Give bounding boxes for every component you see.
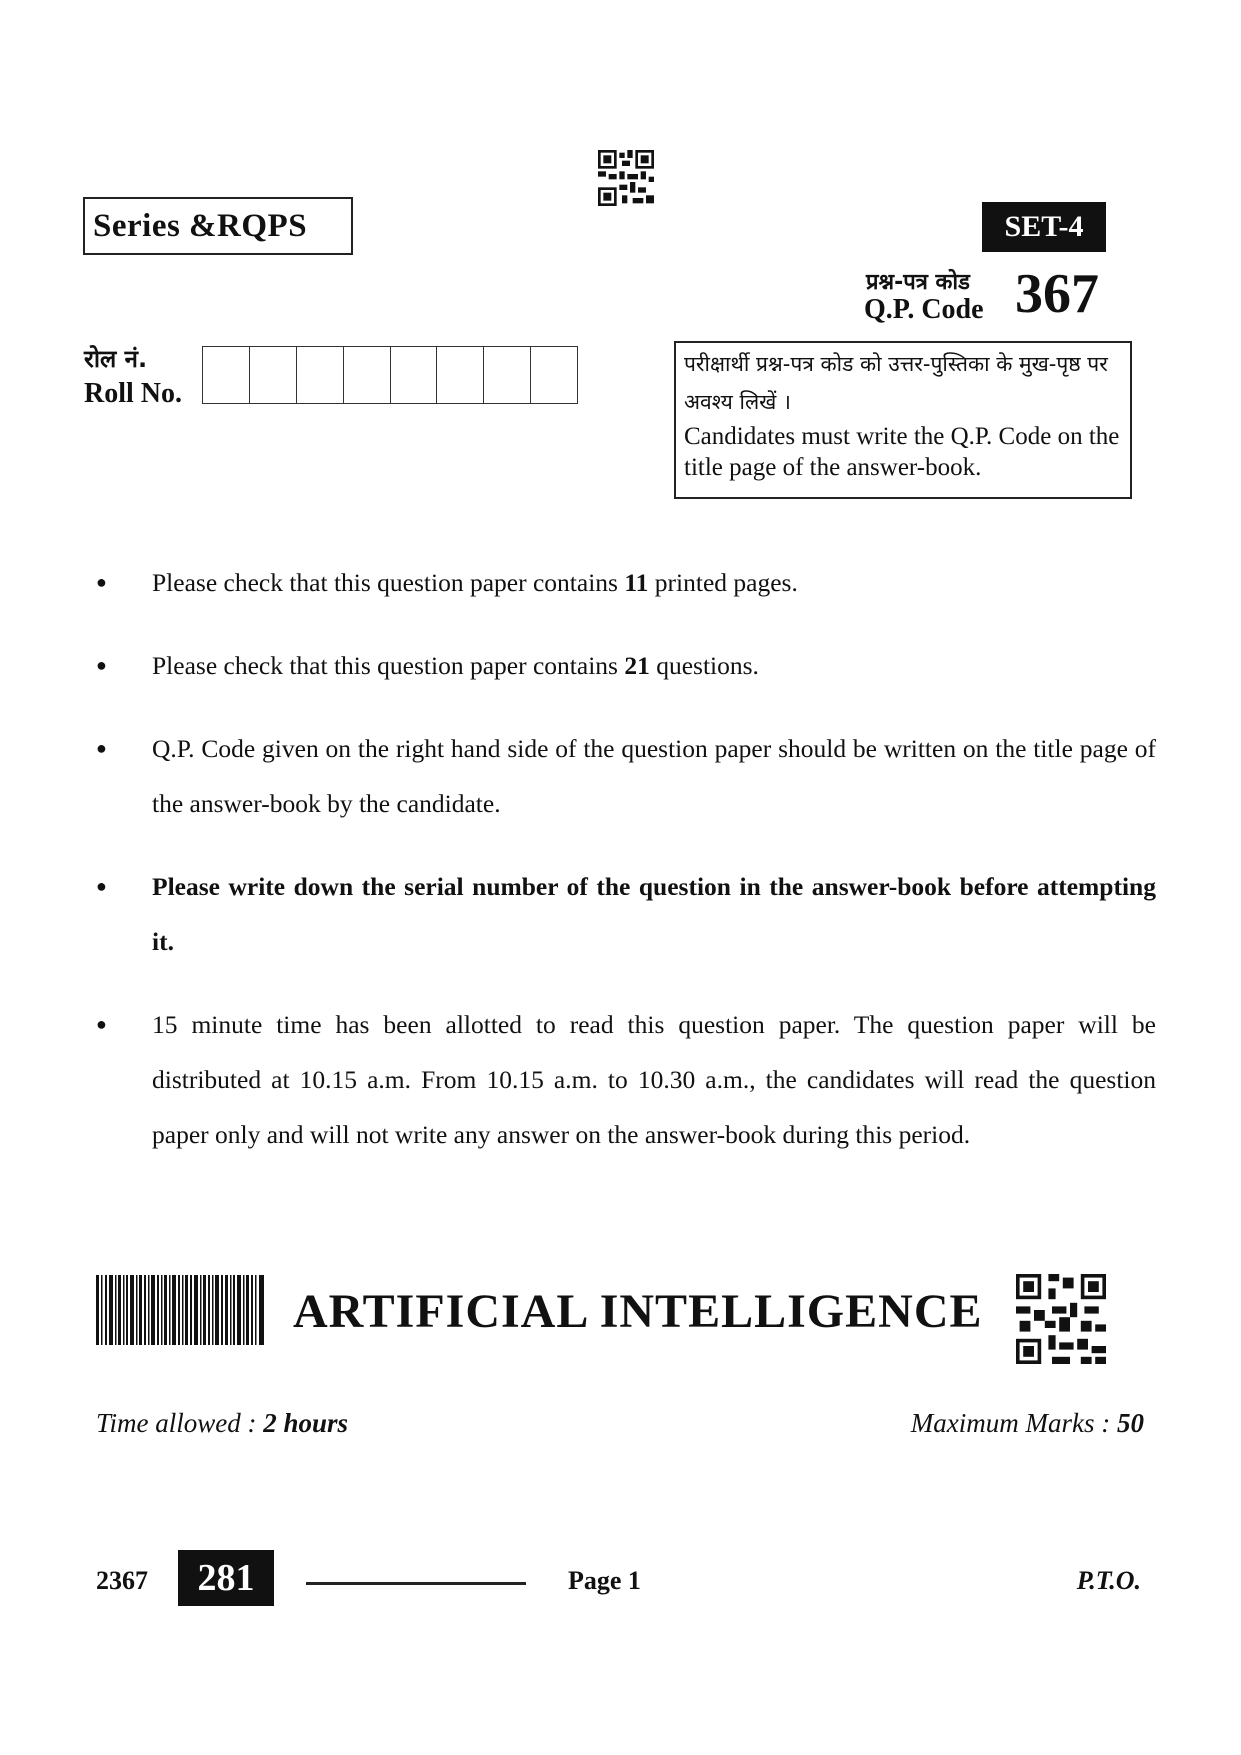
footer-pto: P.T.O.	[1076, 1566, 1141, 1595]
qp-code-number: 367	[1015, 263, 1099, 325]
roll-number-box[interactable]	[297, 347, 344, 403]
roll-number-box[interactable]	[344, 347, 391, 403]
instruction-item: ● Q.P. Code given on the right hand side of the question paper should be written on the title page of the answer-book by the candidate.	[96, 721, 1156, 831]
notice-hindi-text: परीक्षार्थी प्रश्न-पत्र कोड को उत्तर-पुस्तिका के मुख-पृष्ठ पर अवश्य लिखें ।	[684, 352, 1108, 414]
instruction-bold-number: 11	[624, 568, 649, 597]
time-allowed-label: Time allowed :	[96, 1408, 264, 1438]
set-badge: SET-4	[982, 202, 1106, 252]
time-allowed	[96, 1408, 348, 1439]
footer-page-number: Page 1	[568, 1566, 641, 1595]
roll-number-boxes[interactable]	[202, 346, 578, 404]
roll-number-label: Roll No.	[84, 378, 182, 409]
subject-title: ARTIFICIAL INTELLIGENCE	[293, 1285, 983, 1338]
instruction-item	[96, 638, 1156, 693]
maximum-marks-value: 50	[1117, 1408, 1144, 1438]
qr-code-top-icon	[598, 150, 654, 206]
barcode-icon	[96, 1275, 264, 1345]
roll-number-box[interactable]	[391, 347, 438, 403]
roll-number-box[interactable]	[250, 347, 297, 403]
maximum-marks-label: Maximum Marks :	[910, 1408, 1117, 1438]
qp-code-notice-box	[674, 341, 1132, 499]
time-allowed-value: 2 hours	[263, 1408, 349, 1438]
instruction-item: ● Please write down the serial number of the question in the answer-book before attempting it.	[96, 859, 1156, 969]
instruction-item: ● 15 minute time has been allotted to read this question paper. The question paper will be distributed at 10.15 a.m. From 10.15 a.m. to 10.30 a.m., the candidates will read the question paper only and will not write any answer on the answer-book during this period.	[96, 997, 1156, 1162]
instruction-text: printed pages.	[648, 568, 798, 597]
roll-number-box[interactable]	[484, 347, 531, 403]
roll-number-box[interactable]	[203, 347, 250, 403]
instruction-text: questions.	[649, 651, 759, 680]
footer-divider	[306, 1582, 526, 1585]
series-label: Series &RQPS	[83, 197, 353, 255]
instructions-list	[96, 555, 1156, 1190]
maximum-marks	[911, 1408, 1144, 1439]
instruction-text: Please check that this question paper contains	[152, 568, 625, 597]
qr-code-bottom-icon	[1016, 1274, 1106, 1364]
instruction-text: Please check that this question paper contains	[152, 651, 625, 680]
roll-number-hindi-label: रोल नं.	[84, 345, 148, 373]
footer-badge: 281	[178, 1550, 274, 1606]
instruction-item	[96, 555, 1156, 610]
footer-paper-code: 2367	[96, 1566, 148, 1595]
qp-code-label: Q.P. Code	[864, 294, 984, 325]
instruction-bold-number: 21	[624, 651, 650, 680]
roll-number-box[interactable]	[437, 347, 484, 403]
notice-english-text: Candidates must write the Q.P. Code on the title page of the answer-book.	[684, 423, 1120, 481]
roll-number-box[interactable]	[531, 347, 577, 403]
qp-code-hindi-label: प्रश्न-पत्र कोड	[866, 270, 970, 295]
